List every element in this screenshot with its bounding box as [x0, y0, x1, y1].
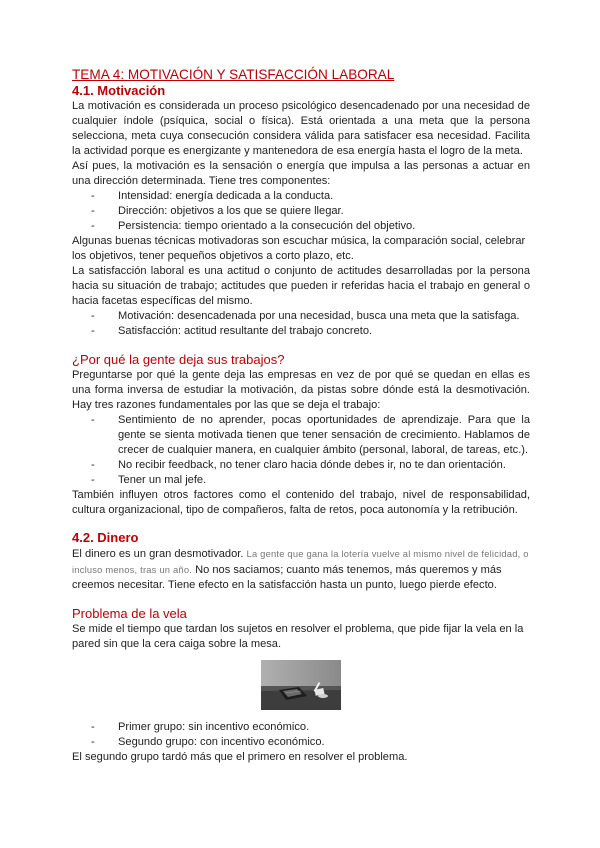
paragraph: La motivación es considerada un proceso psicológico desencadenado por una necesidad de cualquier índole (psíquica, social o física). Está orientada a una meta que la persona selecciona, meta cuya consecución considera válida para satisfacer esa necesidad. Facilita la actividad porque es energizante y mantenedora de esa energía hasta el logro de la meta. — [72, 100, 530, 157]
list-item: - Satisfacción: actitud resultante del trabajo concreto. — [91, 325, 373, 337]
paragraph: También influyen otros factores como el contenido del trabajo, nivel de responsabilidad, cultura organizacional, tipo de compañeros, falta de retos, poca autonomía y la retribución. — [72, 489, 530, 516]
candle-problem-image — [72, 660, 530, 710]
paragraph: Así pues, la motivación es la sensación o energía que impulsa a las personas a actuar en una dirección determinada. Tiene tres componentes: — [72, 160, 530, 187]
side-note: La gente que gana la lotería vuelve al mismo nivel de felicidad, o incluso menos, tras un año. — [72, 548, 529, 575]
reasons-list — [72, 413, 530, 488]
list-item: - Intensidad: energía dedicada a la conducta. — [91, 190, 334, 202]
list-item: - Primer grupo: sin incentivo económico. — [91, 721, 310, 733]
list-item: - Persistencia: tiempo orientado a la consecución del objetivo. — [91, 220, 416, 232]
list-item: - Segundo grupo: con incentivo económico. — [91, 736, 325, 748]
section-heading-why-leave: ¿Por qué la gente deja sus trabajos? — [72, 352, 285, 367]
paragraph: Se mide el tiempo que tardan los sujetos en resolver el problema, que pide fijar la vela en la pared sin que la cera caiga sobre la mesa. — [72, 623, 524, 650]
paragraph: El dinero es un gran desmotivador. La gente que gana la lotería vuelve al mismo nivel de felicidad, o incluso menos, tras un año. No nos saciamos; cuanto más tenemos, más queremos y más creemos necesitar. Tiene efecto en la satisfacción hasta un punto, luego pierde efecto. — [72, 548, 529, 591]
definitions-list — [72, 309, 530, 339]
paragraph: El segundo grupo tardó más que el primero en resolver el problema. — [72, 751, 408, 763]
section-heading-motivacion: 4.1. Motivación — [72, 83, 166, 98]
list-item: - Sentimiento de no aprender, pocas oportunidades de aprendizaje. Para que la gente se sienta motivada tienen que tener sensación de crecimiento. Hablamos de crecer de cualquier manera, en cualquier ámbito (personal, laboral, de tareas, etc.). — [91, 414, 530, 456]
section-heading-vela: Problema de la vela — [72, 606, 187, 621]
list-item: - Tener un mal jefe. — [91, 474, 207, 486]
groups-list — [72, 720, 530, 750]
paragraph: La satisfacción laboral es una actitud o conjunto de actitudes desarrolladas por la persona hacia su situación de trabajo; actitudes que pueden ir referidas hacia el trabajo en general o hacia facetas específicas del mismo. — [72, 265, 530, 307]
section-heading-dinero: 4.2. Dinero — [72, 530, 139, 545]
list-item: - No recibir feedback, no tener claro hacia dónde debes ir, no te dan orientación. — [91, 459, 506, 471]
paragraph: Algunas buenas técnicas motivadoras son escuchar música, la comparación social, celebrar los objetivos, tener pequeños objetivos a corto plazo, etc. — [72, 235, 526, 262]
document-title: TEMA 4: MOTIVACIÓN Y SATISFACCIÓN LABORAL — [72, 67, 395, 82]
list-item: - Motivación: desencadenada por una necesidad, busca una meta que la satisfaga. — [91, 310, 520, 322]
components-list — [72, 189, 530, 234]
paragraph: Preguntarse por qué la gente deja las empresas en vez de por qué se quedan en ellas es una forma inversa de estudiar la motivación, da pistas sobre dónde está la desmotivación. Hay tres razones fundamentales por las que se deja el trabajo: — [72, 369, 530, 411]
document-content — [72, 66, 530, 765]
list-item: - Dirección: objetivos a los que se quiere llegar. — [91, 205, 344, 217]
